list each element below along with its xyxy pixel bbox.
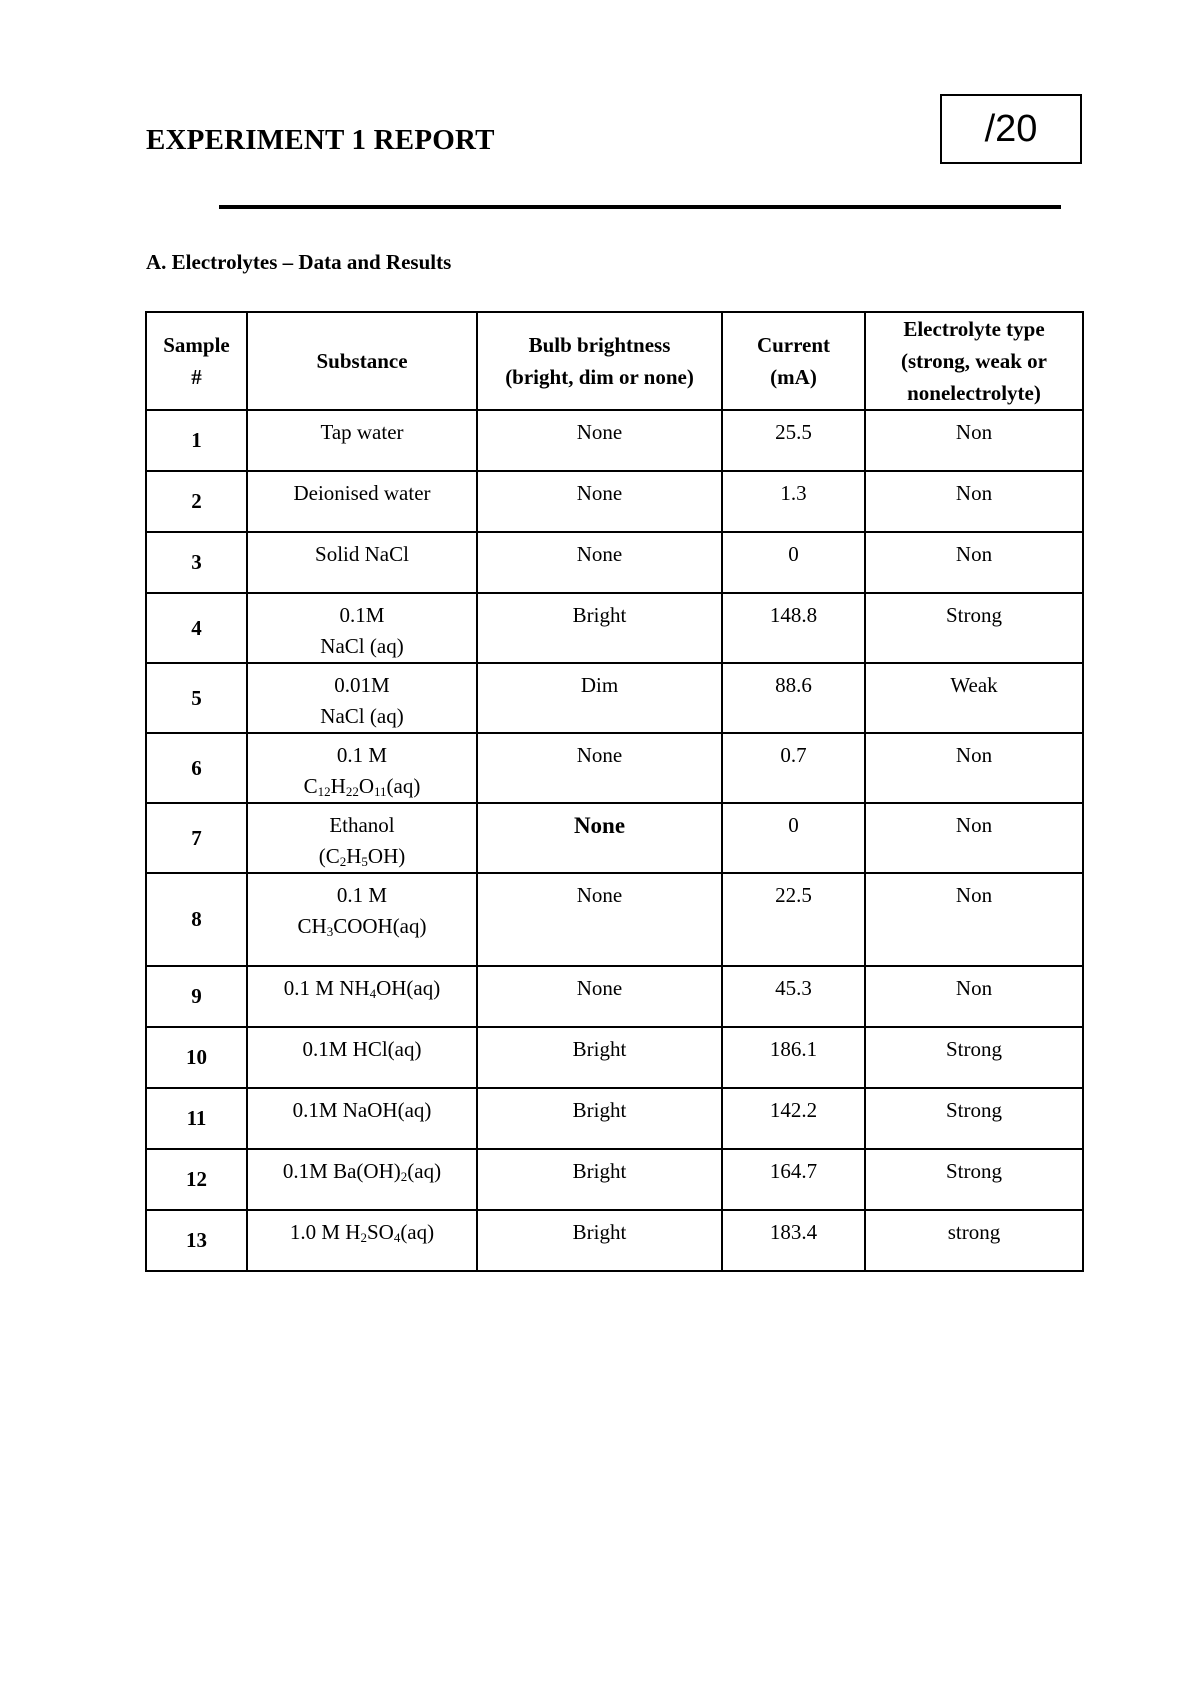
table-row xyxy=(146,471,1083,532)
cell-current: 1.3 xyxy=(722,471,865,532)
cell-sample: 4 xyxy=(146,593,247,663)
cell-type: Non xyxy=(865,966,1083,1027)
cell-bulb: None xyxy=(477,873,722,966)
bulb-bold-text: None xyxy=(573,813,626,838)
cell-bulb: Dim xyxy=(477,663,722,733)
cell-type: Non xyxy=(865,532,1083,593)
substance-line1: 0.01M xyxy=(334,673,390,697)
substance-text: Tap water xyxy=(320,420,404,444)
substance-formula xyxy=(248,1156,476,1187)
header-type-line1: Electrolyte type xyxy=(903,317,1045,341)
cell-type: Non xyxy=(865,733,1083,803)
formula-part: 0.1M Ba(OH) xyxy=(282,1159,401,1183)
substance-formula xyxy=(248,771,476,802)
cell-bulb: None xyxy=(477,733,722,803)
header-bulb xyxy=(477,312,722,410)
cell-type: Strong xyxy=(865,1088,1083,1149)
cell-bulb: None xyxy=(477,966,722,1027)
substance-text: Solid NaCl xyxy=(315,542,409,566)
cell-current: 0.7 xyxy=(722,733,865,803)
cell-type: Non xyxy=(865,803,1083,873)
substance-line2: NaCl (aq) xyxy=(320,704,404,728)
report-title: EXPERIMENT 1 REPORT xyxy=(146,124,495,156)
header-type-line2: (strong, weak or xyxy=(900,349,1047,373)
substance-formula xyxy=(248,1217,476,1248)
cell-current: 22.5 xyxy=(722,873,865,966)
header-sample xyxy=(146,312,247,410)
substance-line1: 0.1M xyxy=(339,603,385,627)
substance-formula xyxy=(248,973,476,1004)
formula-subscript: 4 xyxy=(369,986,377,1001)
formula-part: H xyxy=(346,844,362,868)
cell-current: 142.2 xyxy=(722,1088,865,1149)
formula-subscript: 3 xyxy=(326,924,334,939)
header-bulb-line1: Bulb brightness xyxy=(528,333,671,357)
cell-sample: 10 xyxy=(146,1027,247,1088)
formula-subscript: 4 xyxy=(393,1230,401,1245)
header-type-line3: nonelectrolyte) xyxy=(907,381,1041,405)
cell-current: 88.6 xyxy=(722,663,865,733)
cell-bulb: Bright xyxy=(477,1149,722,1210)
formula-subscript: 11 xyxy=(374,784,387,799)
substance-text: 0.1M HCl(aq) xyxy=(302,1037,422,1061)
cell-current: 25.5 xyxy=(722,410,865,471)
cell-substance xyxy=(247,471,477,532)
table-row xyxy=(146,532,1083,593)
table-row xyxy=(146,1088,1083,1149)
table-row xyxy=(146,733,1083,803)
formula-part: (aq) xyxy=(407,1159,442,1183)
formula-part: (aq) xyxy=(400,1220,435,1244)
header-current xyxy=(722,312,865,410)
cell-sample: 2 xyxy=(146,471,247,532)
formula-part: 1.0 M H xyxy=(289,1220,361,1244)
cell-current: 45.3 xyxy=(722,966,865,1027)
cell-current: 0 xyxy=(722,532,865,593)
cell-current: 186.1 xyxy=(722,1027,865,1088)
cell-sample: 12 xyxy=(146,1149,247,1210)
header-sample-line1: Sample xyxy=(163,333,230,357)
substance-text: Deionised water xyxy=(293,481,431,505)
formula-subscript: 12 xyxy=(317,784,331,799)
cell-substance xyxy=(247,733,477,803)
cell-bulb: None xyxy=(477,410,722,471)
cell-bulb: None xyxy=(477,532,722,593)
header-current-line2: (mA) xyxy=(770,365,817,389)
formula-subscript: 22 xyxy=(345,784,359,799)
formula-part: OH(aq) xyxy=(376,976,441,1000)
cell-substance xyxy=(247,593,477,663)
table-row xyxy=(146,663,1083,733)
header-type xyxy=(865,312,1083,410)
formula-subscript: 2 xyxy=(400,1169,408,1184)
cell-bulb: Bright xyxy=(477,1210,722,1271)
cell-sample: 8 xyxy=(146,873,247,966)
cell-type: strong xyxy=(865,1210,1083,1271)
title-divider xyxy=(219,205,1061,209)
formula-subscript: 2 xyxy=(360,1230,367,1245)
cell-sample: 5 xyxy=(146,663,247,733)
cell-sample: 6 xyxy=(146,733,247,803)
cell-bulb: None xyxy=(477,471,722,532)
cell-sample: 1 xyxy=(146,410,247,471)
header-bulb-line2: (bright, dim or none) xyxy=(505,365,694,389)
formula-part: (aq) xyxy=(386,774,421,798)
table-row xyxy=(146,593,1083,663)
substance-text: 0.1M NaOH(aq) xyxy=(292,1098,432,1122)
cell-bulb xyxy=(477,803,722,873)
table-row xyxy=(146,803,1083,873)
substance-line2: NaCl (aq) xyxy=(320,634,404,658)
cell-sample: 11 xyxy=(146,1088,247,1149)
header-substance xyxy=(247,312,477,410)
cell-substance xyxy=(247,1149,477,1210)
cell-type: Weak xyxy=(865,663,1083,733)
cell-sample: 7 xyxy=(146,803,247,873)
formula-part: COOH(aq) xyxy=(333,914,427,938)
header-sample-line2: # xyxy=(191,365,202,389)
table-row xyxy=(146,873,1083,966)
cell-substance xyxy=(247,1088,477,1149)
formula-part: 0.1 M NH xyxy=(283,976,370,1000)
cell-type: Non xyxy=(865,873,1083,966)
cell-substance xyxy=(247,532,477,593)
score-text: /20 xyxy=(984,107,1038,150)
table-header-row xyxy=(146,312,1083,410)
substance-line1: 0.1 M xyxy=(336,883,388,907)
cell-current: 148.8 xyxy=(722,593,865,663)
formula-part: SO xyxy=(366,1220,394,1244)
cell-substance xyxy=(247,873,477,966)
cell-current: 183.4 xyxy=(722,1210,865,1271)
cell-substance xyxy=(247,410,477,471)
cell-sample: 3 xyxy=(146,532,247,593)
cell-current: 0 xyxy=(722,803,865,873)
table-row xyxy=(146,1027,1083,1088)
formula-part: O xyxy=(358,774,374,798)
table-row xyxy=(146,966,1083,1027)
cell-substance xyxy=(247,966,477,1027)
cell-substance xyxy=(247,803,477,873)
section-heading: A. Electrolytes – Data and Results xyxy=(146,250,452,274)
cell-bulb: Bright xyxy=(477,593,722,663)
table-row xyxy=(146,1210,1083,1271)
cell-bulb: Bright xyxy=(477,1027,722,1088)
cell-substance xyxy=(247,1210,477,1271)
header-substance-text: Substance xyxy=(316,349,408,373)
substance-formula xyxy=(248,841,476,872)
cell-bulb: Bright xyxy=(477,1088,722,1149)
cell-sample: 9 xyxy=(146,966,247,1027)
table-row xyxy=(146,1149,1083,1210)
formula-part: C xyxy=(303,774,318,798)
cell-type: Strong xyxy=(865,1149,1083,1210)
substance-line1: Ethanol xyxy=(329,813,395,837)
formula-subscript: 2 xyxy=(339,854,347,869)
cell-substance xyxy=(247,663,477,733)
formula-part: (C xyxy=(318,844,340,868)
formula-part: CH xyxy=(297,914,327,938)
substance-formula xyxy=(248,911,476,942)
score-box xyxy=(940,94,1082,164)
cell-type: Strong xyxy=(865,1027,1083,1088)
cell-sample: 13 xyxy=(146,1210,247,1271)
formula-part: OH) xyxy=(367,844,406,868)
cell-type: Non xyxy=(865,410,1083,471)
formula-part: H xyxy=(330,774,346,798)
electrolytes-table xyxy=(145,311,1084,1272)
cell-substance xyxy=(247,1027,477,1088)
table-row xyxy=(146,410,1083,471)
substance-line1: 0.1 M xyxy=(336,743,388,767)
cell-type: Non xyxy=(865,471,1083,532)
cell-type: Strong xyxy=(865,593,1083,663)
formula-subscript: 5 xyxy=(361,854,368,869)
header-current-line1: Current xyxy=(756,333,831,357)
cell-current: 164.7 xyxy=(722,1149,865,1210)
